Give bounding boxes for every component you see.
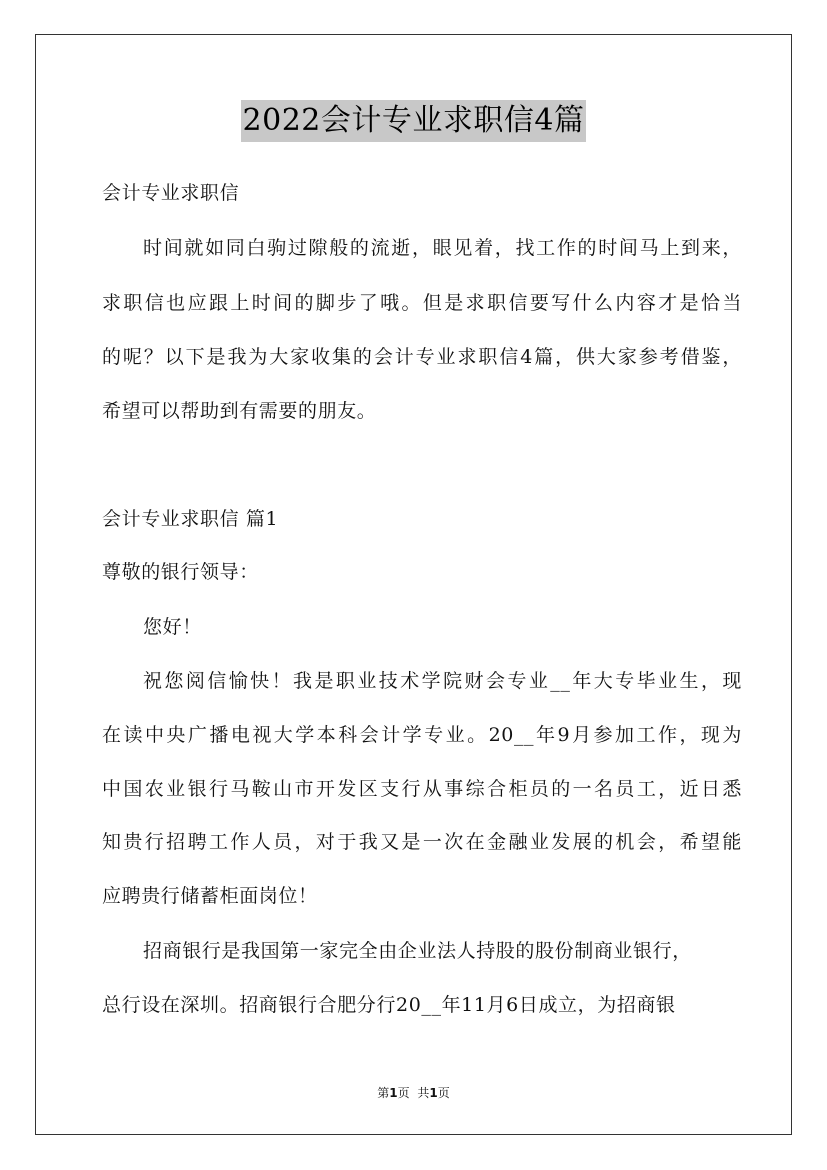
- intro-line-4: 希望可以帮助到有需要的朋友。: [102, 400, 377, 422]
- document-title: 2022会计专业求职信4篇: [241, 100, 587, 142]
- footer-total-suffix: 页: [437, 1086, 450, 1100]
- section-title: 会计专业求职信 篇1: [102, 508, 279, 530]
- intro-line-1: 时间就如同白驹过隙般的流逝，眼见着，找工作的时间马上到来，: [143, 237, 742, 259]
- footer-total-number: 1: [429, 1086, 438, 1100]
- para2-line-1: 招商银行是我国第一家完全由企业法人持股的股份制商业银行，: [143, 940, 692, 962]
- para1-line-3: 中国农业银行马鞍山市开发区支行从事综合柜员的一名员工，近日悉: [102, 778, 742, 800]
- page-footer: [0, 1085, 827, 1101]
- heading: 会计专业求职信: [102, 182, 240, 204]
- footer-page-suffix: 页: [397, 1086, 410, 1100]
- para1-line-4: 知贵行招聘工作人员，对于我又是一次在金融业发展的机会，希望能: [102, 831, 742, 853]
- footer-total-prefix: 共: [417, 1086, 430, 1100]
- para1-line-5: 应聘贵行储蓄柜面岗位！: [102, 885, 318, 907]
- footer-page-number: 1: [389, 1086, 398, 1100]
- para1-line-1: 祝您阅信愉快！我是职业技术学院财会专业__年大专毕业生，现: [143, 670, 742, 692]
- para2-line-2: 总行设在深圳。招商银行合肥分行20__年11月6日成立，为招商银: [102, 994, 676, 1016]
- footer-prefix: 第: [377, 1086, 390, 1100]
- intro-line-2: 求职信也应跟上时间的脚步了哦。但是求职信要写什么内容才是恰当: [102, 292, 742, 314]
- title-wrap: [0, 100, 827, 142]
- greeting: 您好！: [143, 616, 202, 638]
- intro-line-3: 的呢？以下是我为大家收集的会计专业求职信4篇，供大家参考借鉴，: [102, 346, 742, 368]
- salutation: 尊敬的银行领导：: [102, 561, 259, 583]
- para1-line-2: 在读中央广播电视大学本科会计学专业。20__年9月参加工作，现为: [102, 724, 742, 746]
